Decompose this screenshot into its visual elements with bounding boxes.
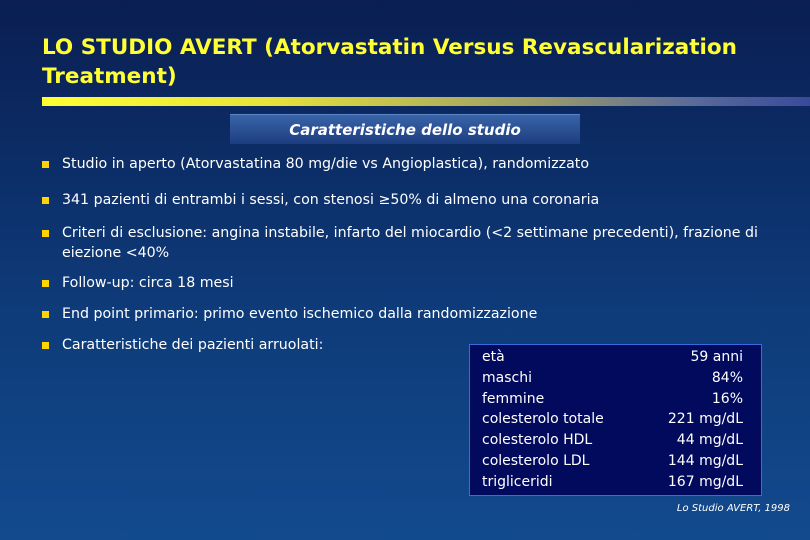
table-row (482, 430, 743, 451)
row-label: trigliceridi (482, 473, 553, 490)
bullet-text: Studio in aperto (Atorvastatina 80 mg/die vs Angioplastica), randomizzato (62, 156, 590, 172)
row-value: 84% (711, 369, 743, 386)
bullet-text: Criteri di esclusione: angina instabile, infarto del miocardio (<2 settimane precedenti), frazione di eiezione <40% (62, 225, 758, 261)
table-row (482, 472, 743, 493)
table-row (482, 451, 743, 472)
bullet-square-icon (42, 311, 49, 318)
bullet-text: Caratteristiche dei pazienti arruolati: (62, 337, 324, 353)
row-label: femmine (482, 390, 545, 407)
bullet-square-icon (42, 161, 49, 168)
bullet-list (42, 154, 802, 355)
bullet-item (42, 154, 802, 174)
table-row (482, 368, 743, 389)
subtitle-banner (230, 114, 580, 144)
slide-title: LO STUDIO AVERT (Atorvastatin Versus Revascularization Treatment) (42, 35, 737, 89)
row-value: 221 mg/dL (667, 411, 743, 428)
row-value: 16% (711, 390, 743, 407)
bullet-item (42, 273, 802, 293)
bullet-text: 341 pazienti di entrambi i sessi, con stenosi ≥50% di almeno una coronaria (62, 192, 600, 208)
bullet-item (42, 190, 802, 210)
row-value: 167 mg/dL (667, 473, 743, 490)
row-value: 44 mg/dL (676, 432, 743, 449)
source-footnote: Lo Studio AVERT, 1998 (676, 503, 790, 514)
row-label: colesterolo LDL (482, 452, 590, 469)
patient-characteristics-table (469, 344, 762, 496)
bullet-text: Follow-up: circa 18 mesi (62, 275, 234, 291)
table-row (482, 347, 743, 368)
title-underline (42, 97, 810, 106)
row-value: 59 anni (690, 349, 743, 365)
bullet-item (42, 223, 802, 263)
bullet-square-icon (42, 197, 49, 204)
table-row (482, 389, 743, 410)
table-row (482, 409, 743, 430)
subtitle-text: Caratteristiche dello studio (289, 120, 521, 139)
bullet-square-icon (42, 342, 49, 349)
row-label: maschi (482, 369, 532, 386)
bullet-square-icon (42, 230, 49, 237)
bullet-text: End point primario: primo evento ischemico dalla randomizzazione (62, 306, 538, 322)
row-value: 144 mg/dL (667, 452, 743, 469)
bullet-item (42, 304, 802, 324)
row-label: colesterolo HDL (482, 432, 593, 449)
row-label: età (482, 349, 505, 365)
bullet-square-icon (42, 280, 49, 287)
row-label: colesterolo totale (482, 411, 604, 428)
